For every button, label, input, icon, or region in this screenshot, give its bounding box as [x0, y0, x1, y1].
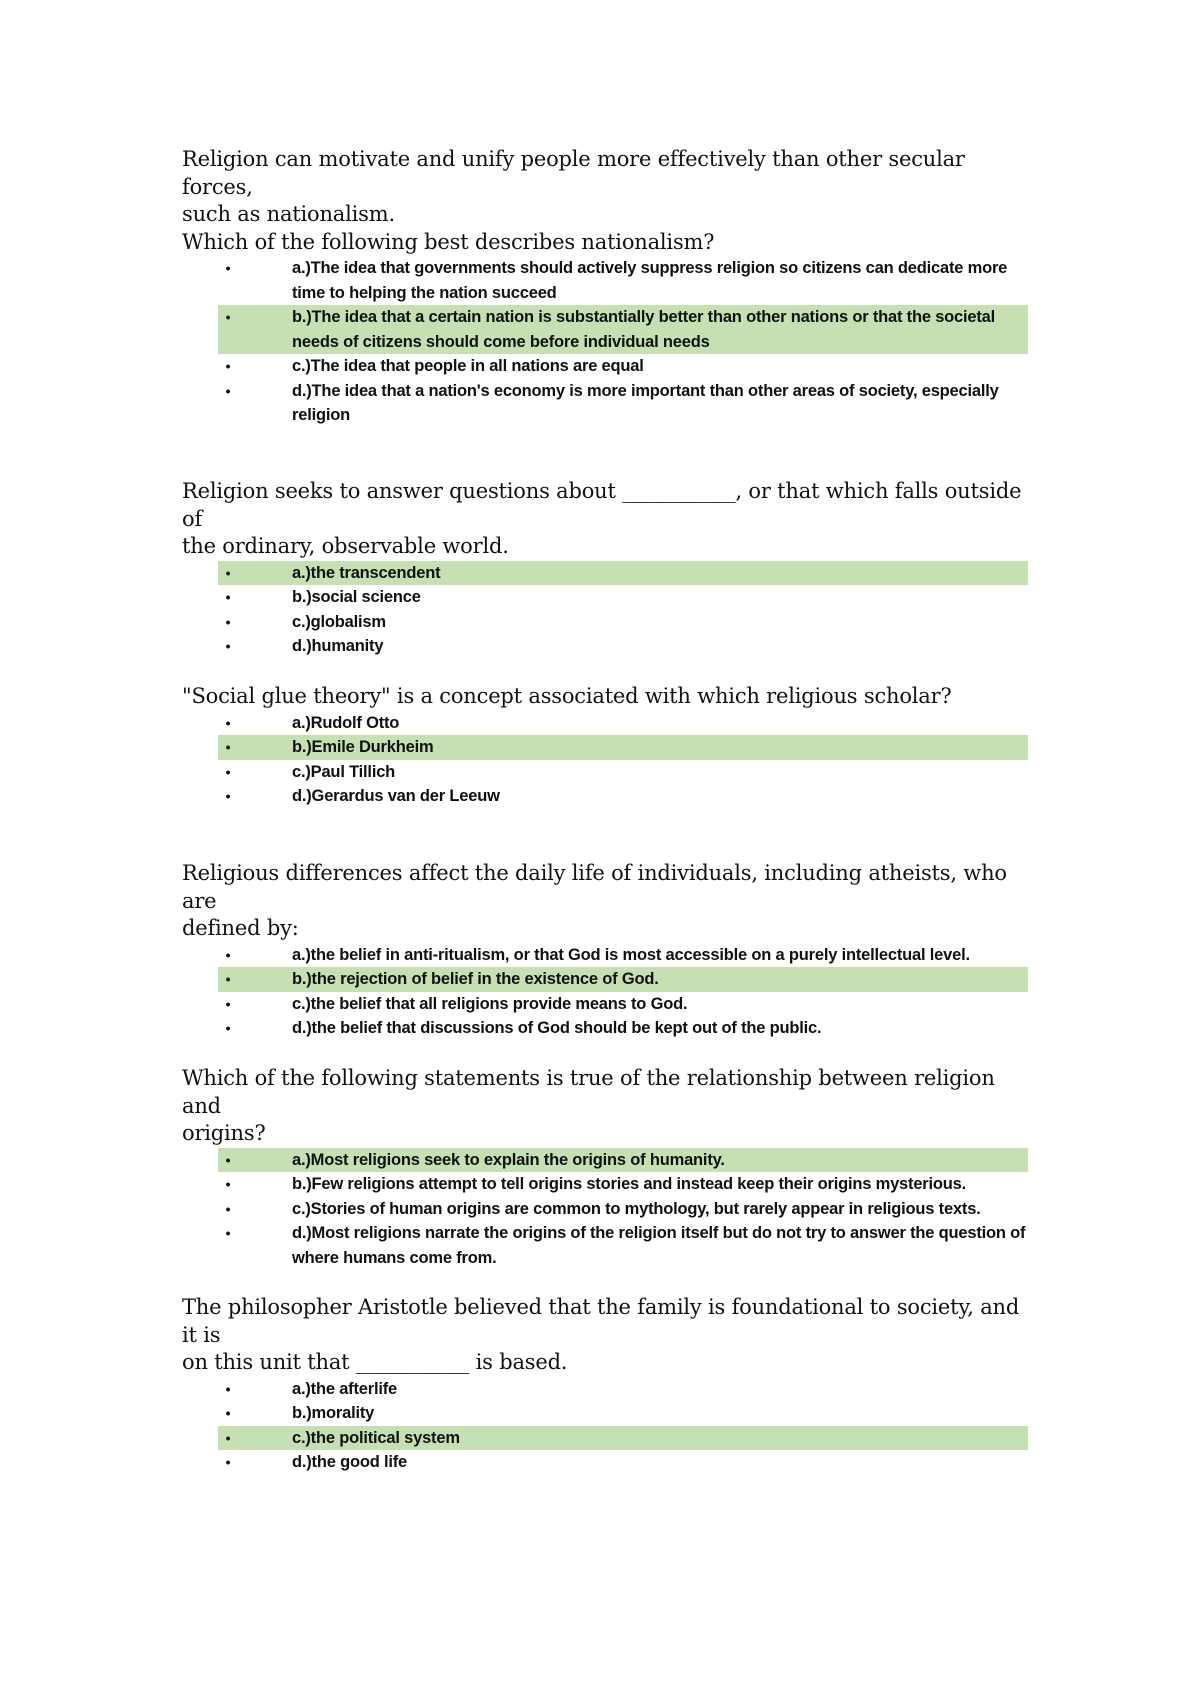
answer-text: b.)The idea that a certain nation is substantially better than other nations or that the societal needs of citizens should come before individual needs [292, 308, 996, 351]
bullet-icon: • [225, 1225, 231, 1241]
bullet-icon: • [225, 1454, 231, 1470]
bullet-icon: • [225, 309, 231, 325]
stem-line: defined by: [182, 916, 299, 940]
question-5 [182, 1065, 1028, 1270]
answer-text: d.)The idea that a nation's economy is more important than other areas of society, especially religion [292, 381, 999, 424]
answer-text: c.)the belief that all religions provide means to God. [292, 994, 688, 1013]
answer-option [218, 585, 1028, 610]
stem-line: "Social glue theory" is a concept associated with which religious scholar? [182, 684, 952, 708]
bullet-icon: • [225, 1405, 231, 1421]
answer-option [218, 1450, 1028, 1475]
answer-text: a.)Most religions seek to explain the origins of humanity. [292, 1150, 725, 1169]
answer-text: b.)morality [292, 1404, 375, 1422]
question-stem [182, 683, 1028, 711]
bullet-icon: • [225, 971, 231, 987]
answer-option [218, 1148, 1028, 1173]
bullet-icon: • [225, 714, 231, 731]
bullet-icon: • [225, 1429, 231, 1446]
question-3 [182, 683, 1028, 809]
stem-line: The philosopher Aristotle believed that the family is foundational to society, and it is [182, 1295, 1020, 1347]
answer-options [182, 1377, 1028, 1475]
bullet-icon: • [225, 946, 231, 963]
stem-line: Religion seeks to answer questions about ___________, or that which falls outside of [182, 479, 1022, 531]
answer-text: a.)the transcendent [292, 563, 441, 582]
answer-options [182, 943, 1028, 1041]
question-1 [182, 146, 1028, 428]
answer-text: a.)The idea that governments should actively suppress religion so citizens can dedicate more time to helping the nation succeed [292, 259, 1008, 302]
answer-option [218, 1172, 1028, 1197]
answer-text: c.)The idea that people in all nations are equal [292, 357, 644, 375]
answer-option [218, 379, 1028, 428]
stem-line: Religion can motivate and unify people more effectively than other secular forces, [182, 147, 965, 199]
answer-options [182, 561, 1028, 659]
question-6 [182, 1294, 1028, 1475]
bullet-icon: • [225, 1020, 231, 1036]
answer-option [218, 354, 1028, 379]
bullet-icon: • [225, 1200, 231, 1217]
question-2 [182, 478, 1028, 659]
answer-text: a.)Rudolf Otto [292, 713, 400, 732]
bullet-icon: • [225, 763, 231, 780]
answer-option [218, 305, 1028, 354]
stem-line: Which of the following best describes nationalism? [182, 229, 715, 254]
question-stem [182, 478, 1028, 561]
answer-option [218, 760, 1028, 785]
answer-option [218, 561, 1028, 586]
answer-text: b.)Few religions attempt to tell origins stories and instead keep their origins mysterious. [292, 1175, 967, 1193]
answer-option [218, 256, 1028, 305]
bullet-icon: • [225, 1380, 231, 1397]
answer-text: d.)the good life [292, 1453, 408, 1471]
answer-option [218, 1377, 1028, 1402]
bullet-icon: • [225, 1151, 231, 1168]
bullet-icon: • [225, 739, 231, 755]
answer-text: b.)the rejection of belief in the existence of God. [292, 970, 659, 988]
answer-text: b.)social science [292, 588, 421, 606]
answer-text: d.)Most religions narrate the origins of the religion itself but do not try to answer the question of where humans come from. [292, 1224, 1026, 1267]
stem-line: the ordinary, observable world. [182, 534, 509, 558]
bullet-icon: • [225, 358, 231, 374]
answer-text: c.)the political system [292, 1428, 460, 1447]
answer-option [218, 735, 1028, 760]
answer-option [218, 1016, 1028, 1041]
answer-option [218, 967, 1028, 992]
answer-text: c.)globalism [292, 612, 386, 631]
answer-text: b.)Emile Durkheim [292, 738, 434, 756]
question-stem [182, 146, 1028, 256]
answer-options [182, 256, 1028, 428]
answer-option [218, 1426, 1028, 1451]
bullet-icon: • [225, 564, 231, 581]
bullet-icon: • [225, 382, 231, 399]
answer-text: a.)the afterlife [292, 1379, 397, 1398]
answer-options [182, 711, 1028, 809]
bullet-icon: • [225, 1176, 231, 1192]
stem-line: origins? [182, 1121, 266, 1145]
stem-line: Religious differences affect the daily life of individuals, including atheists, who are [182, 861, 1007, 913]
answer-option [218, 1401, 1028, 1426]
answer-text: c.)Paul Tillich [292, 762, 396, 781]
stem-line: Which of the following statements is true of the relationship between religion and [182, 1066, 995, 1118]
question-stem [182, 860, 1028, 943]
answer-text: d.)the belief that discussions of God should be kept out of the public. [292, 1019, 822, 1037]
answer-option [218, 711, 1028, 736]
answer-option [218, 784, 1028, 809]
bullet-icon: • [225, 613, 231, 630]
bullet-icon: • [225, 995, 231, 1012]
answer-option [218, 1221, 1028, 1270]
bullet-icon: • [225, 788, 231, 804]
stem-line: on this unit that ___________ is based. [182, 1350, 568, 1374]
bullet-icon: • [225, 638, 231, 654]
question-stem [182, 1065, 1028, 1148]
stem-line: such as nationalism. [182, 202, 395, 226]
answer-option [218, 943, 1028, 968]
answer-text: c.)Stories of human origins are common to mythology, but rarely appear in religious texts. [292, 1199, 981, 1218]
answer-text: d.)humanity [292, 637, 384, 655]
answer-options [182, 1148, 1028, 1271]
question-4 [182, 860, 1028, 1041]
answer-text: d.)Gerardus van der Leeuw [292, 787, 500, 805]
answer-option [218, 1197, 1028, 1222]
bullet-icon: • [225, 589, 231, 605]
answer-text: a.)the belief in anti-ritualism, or that God is most accessible on a purely intellectual level. [292, 945, 970, 964]
answer-option [218, 610, 1028, 635]
answer-option [218, 634, 1028, 659]
question-stem [182, 1294, 1028, 1377]
answer-option [218, 992, 1028, 1017]
bullet-icon: • [225, 260, 231, 276]
